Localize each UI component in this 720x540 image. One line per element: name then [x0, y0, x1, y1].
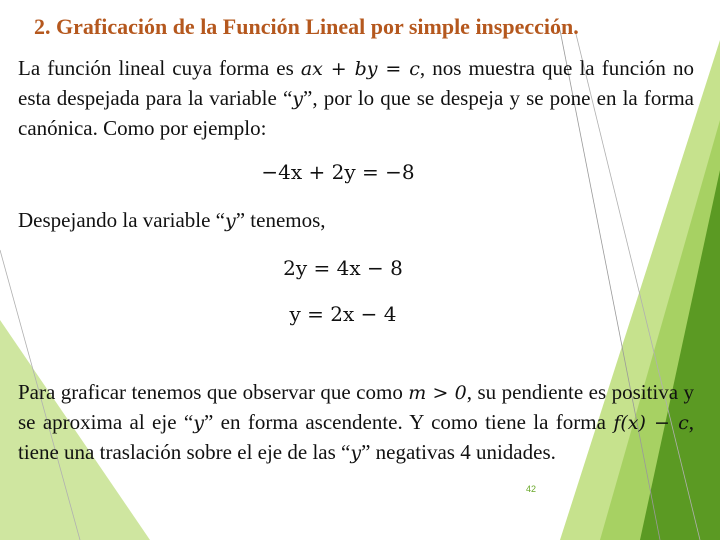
conclusion-text-4: , tiene una traslación sobre el eje de las “	[18, 410, 695, 464]
conclusion-text-5: ” negativas 4 unidades.	[361, 440, 556, 464]
conclusion-math-slope: m > 0	[408, 382, 467, 404]
conclusion-math-y-axis: y	[193, 412, 204, 434]
conclusion-math-y-negatives: y	[350, 442, 362, 464]
despeje-math-y: y	[225, 210, 236, 232]
conclusion-text-1: Para graficar tenemos que observar que como	[18, 380, 409, 404]
intro-math-variable-y: y	[292, 88, 304, 110]
intro-math-general-form: ax + by = c	[300, 58, 420, 80]
equation-original: −4x + 2y = −8	[261, 160, 415, 184]
intro-paragraph	[18, 54, 694, 143]
despeje-text-1: Despejando la variable “	[18, 208, 225, 232]
intro-text-3: ”, por lo que se despeja y se pone en la forma canónica. Como por ejemplo:	[18, 86, 694, 140]
intro-text-1: La función lineal cuya forma es	[18, 56, 301, 80]
page-number: 42	[526, 484, 537, 494]
despeje-paragraph	[18, 206, 694, 236]
conclusion-paragraph	[18, 378, 694, 468]
despeje-text-2: ” tenemos,	[235, 208, 326, 232]
equation-step-1: 2y = 4x − 8	[283, 256, 403, 280]
slide-title: 2. Graficación de la Función Lineal por simple inspección.	[34, 14, 579, 39]
conclusion-text-2: , su pendiente es positiva y se aproxima al eje “	[18, 380, 695, 434]
equation-canonical: y = 2x − 4	[289, 302, 397, 326]
conclusion-math-function: f(x) − c	[613, 412, 689, 434]
intro-text-2: , nos muestra que la función no esta despejada para la variable “	[18, 56, 694, 110]
conclusion-text-3: ” en forma ascendente. Y como tiene la forma	[203, 410, 614, 434]
